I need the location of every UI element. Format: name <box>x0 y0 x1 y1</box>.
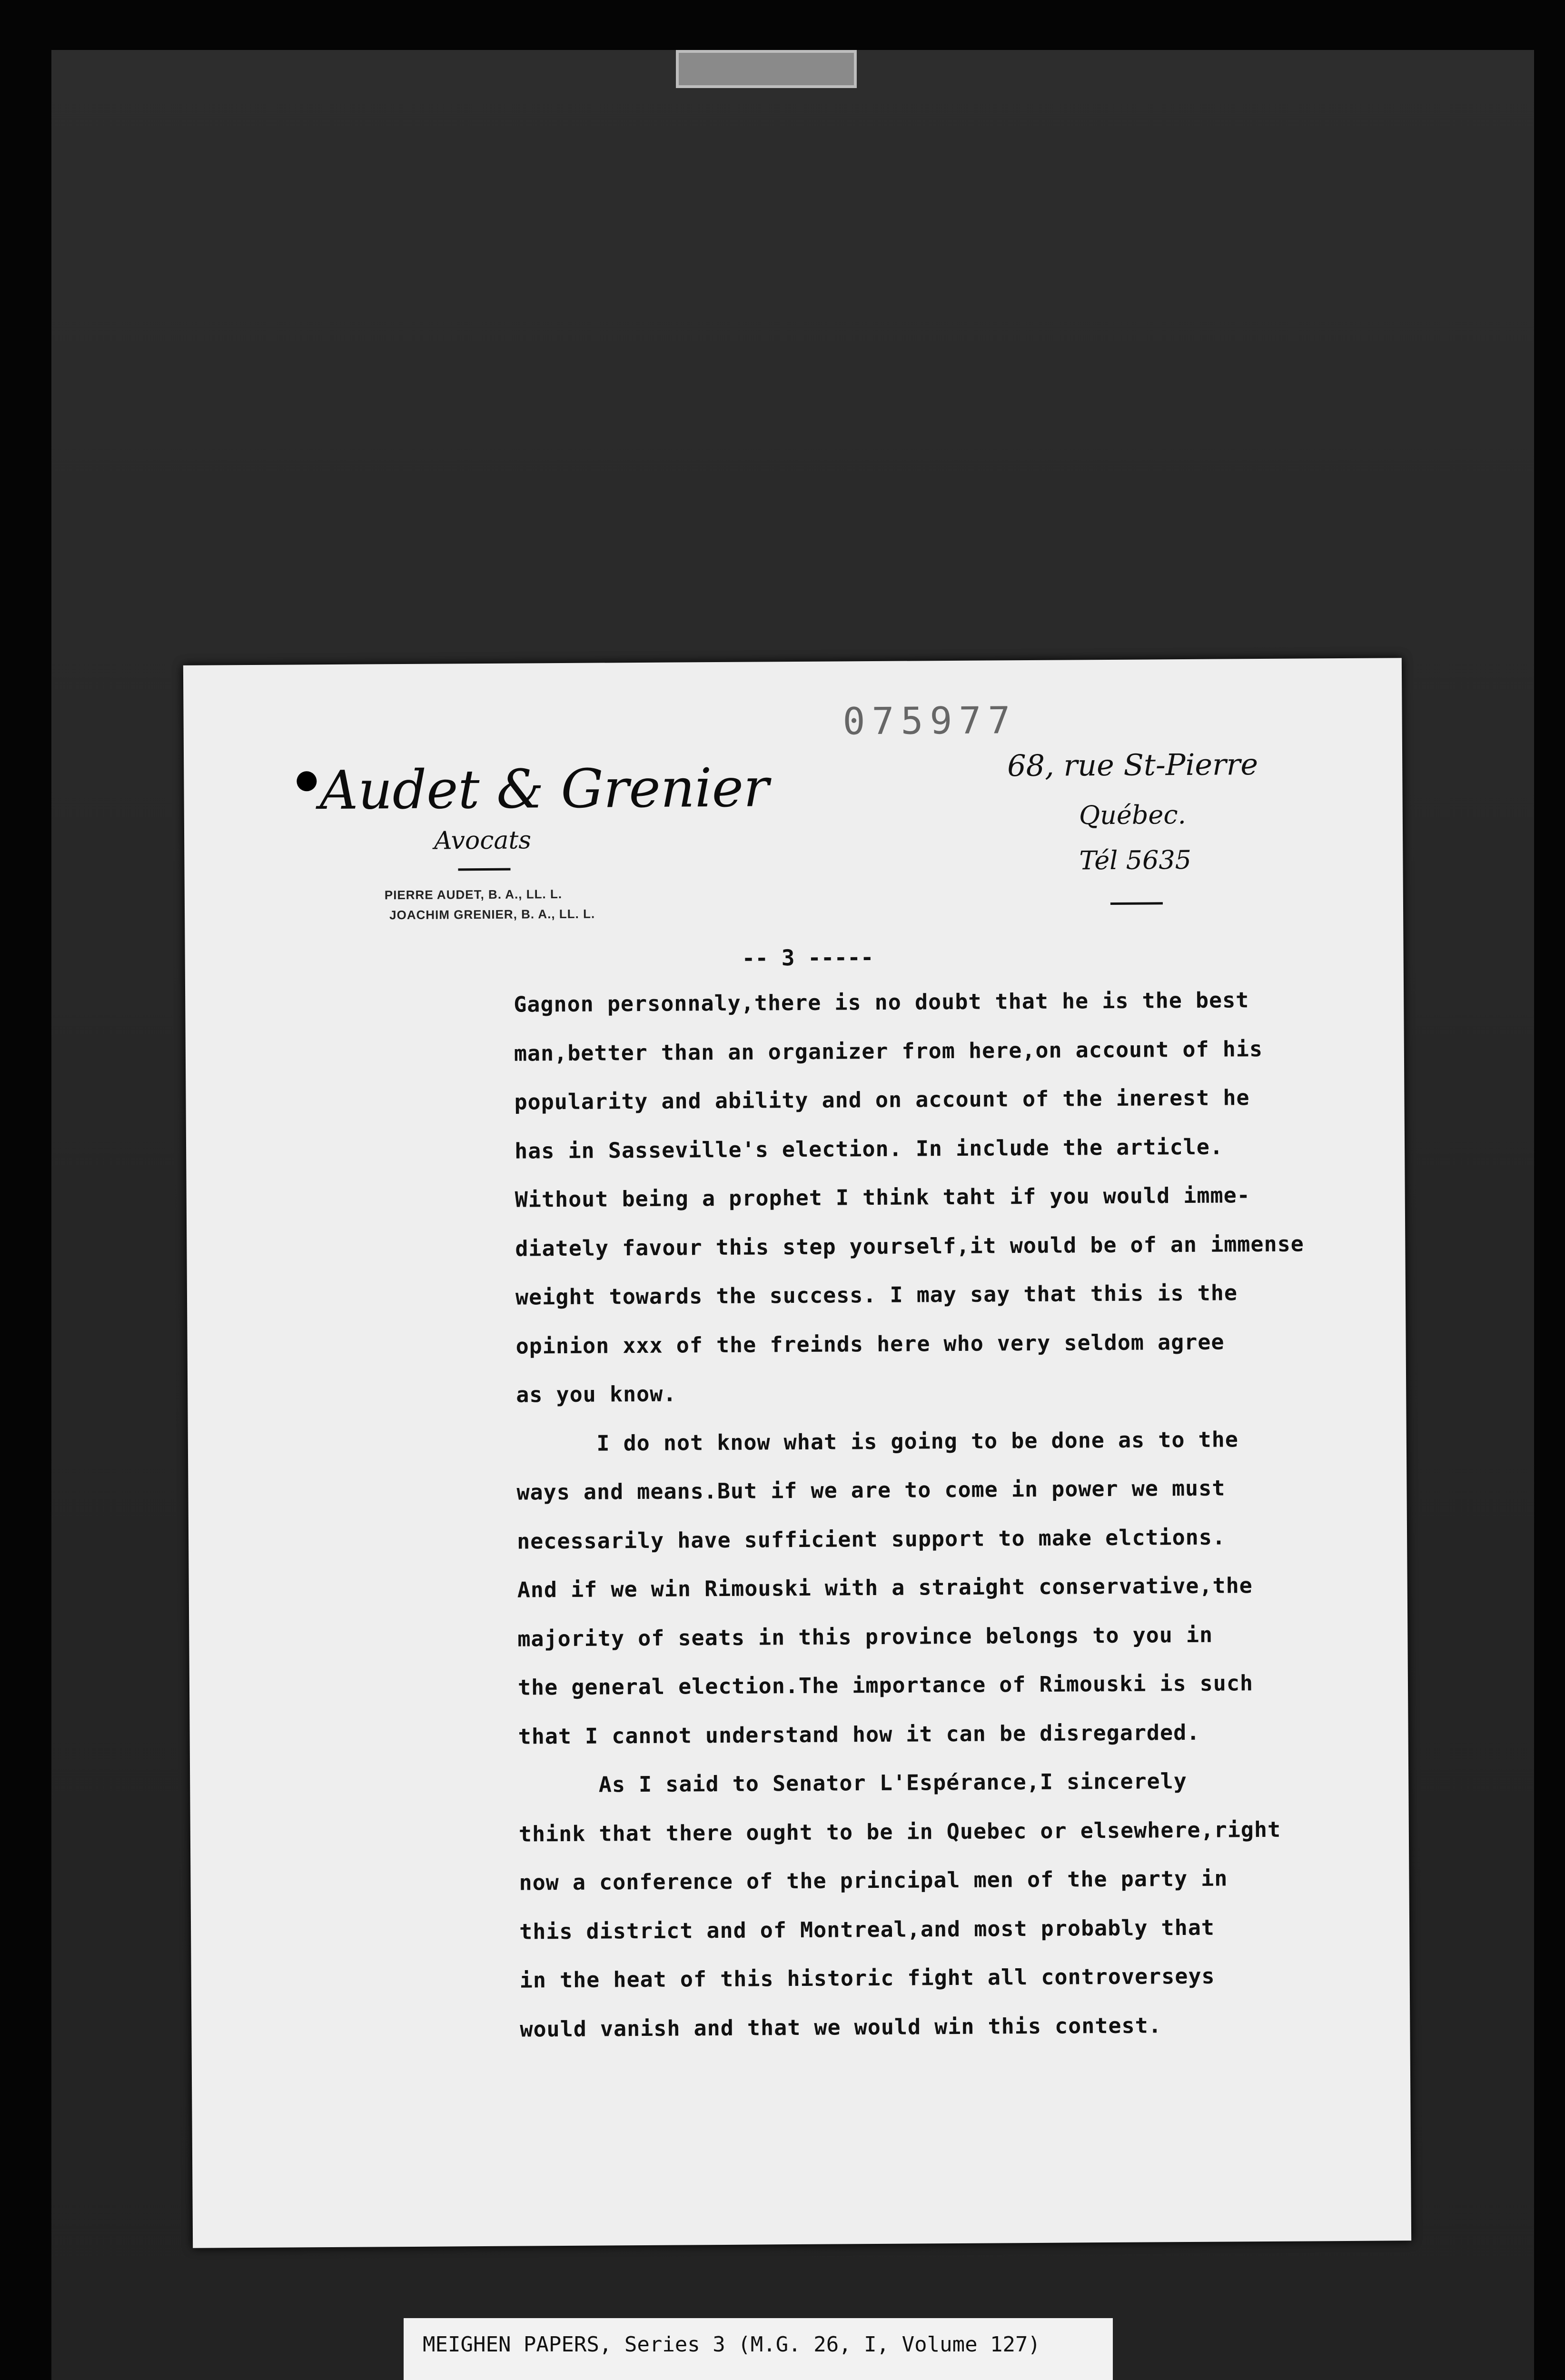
partner-name: PIERRE AUDET, B. A., LL. L. <box>384 886 563 902</box>
body-line: diately favour this step yourself,it would be of an immense <box>515 1230 1304 1261</box>
body-line: in the heat of this historic fight all controverseys <box>519 1963 1215 1993</box>
accession-number: 075977 <box>842 699 1017 744</box>
body-line: popularity and ability and on account of the inerest he <box>514 1085 1250 1115</box>
body-line: And if we win Rimouski with a straight conservative,the <box>517 1573 1253 1603</box>
body-line: as you know. <box>516 1381 677 1408</box>
body-line: ways and means.But if we are to come in power we must <box>516 1475 1226 1505</box>
address-street: 68, rue St-Pierre <box>1007 747 1258 783</box>
address-city: Québec. <box>1079 799 1186 831</box>
collection-caption-strip <box>404 2318 1113 2380</box>
body-line: man,better than an organizer from here,on account of his <box>514 1036 1263 1066</box>
body-line: Gagnon personnaly,there is no doubt that he is the best <box>514 987 1249 1017</box>
page-number: -- 3 ----- <box>742 944 874 971</box>
body-line: the general election.The importance of Rimouski is such <box>517 1670 1254 1700</box>
body-line: opinion xxx of the freinds here who very seldom agree <box>515 1329 1225 1359</box>
letter-body <box>514 975 1396 2053</box>
collection-caption: MEIGHEN PAPERS, Series 3 (M.G. 26, I, Volume 127) <box>423 2332 1041 2357</box>
address-rule <box>1110 902 1163 905</box>
body-line: majority of seats in this province belongs to you in <box>517 1622 1213 1652</box>
body-line: that I cannot understand how it can be disregarded. <box>518 1719 1200 1749</box>
body-line: has in Sasseville's election. In include the article. <box>514 1134 1224 1164</box>
letterhead-subtitle: Avocats <box>434 826 532 855</box>
body-line: now a conference of the principal men of the party in <box>519 1865 1228 1895</box>
letterhead-bullet <box>297 771 317 791</box>
address-telephone: Tél 5635 <box>1079 844 1192 876</box>
mounting-tape <box>676 50 857 88</box>
body-line: As I said to Senator L'Espérance,I sincerely <box>518 1768 1188 1798</box>
body-line: I do not know what is going to be done as to the <box>516 1426 1238 1457</box>
body-line: this district and of Montreal,and most probably that <box>519 1914 1215 1944</box>
body-line: think that there ought to be in Quebec or elsewhere,right <box>518 1816 1281 1847</box>
partner-name: JOACHIM GRENIER, B. A., LL. L. <box>389 906 595 922</box>
letter-page <box>183 658 1411 2248</box>
body-line: Without being a prophet I think taht if you would imme- <box>515 1182 1250 1212</box>
body-line: weight towards the success. I may say that this is the <box>515 1280 1238 1310</box>
letterhead-rule <box>458 868 510 871</box>
body-line: would vanish and that we would win this contest. <box>520 2012 1162 2042</box>
body-line: necessarily have sufficient support to make elctions. <box>516 1524 1226 1554</box>
letterhead-firm-name: Audet & Grenier <box>319 757 769 822</box>
